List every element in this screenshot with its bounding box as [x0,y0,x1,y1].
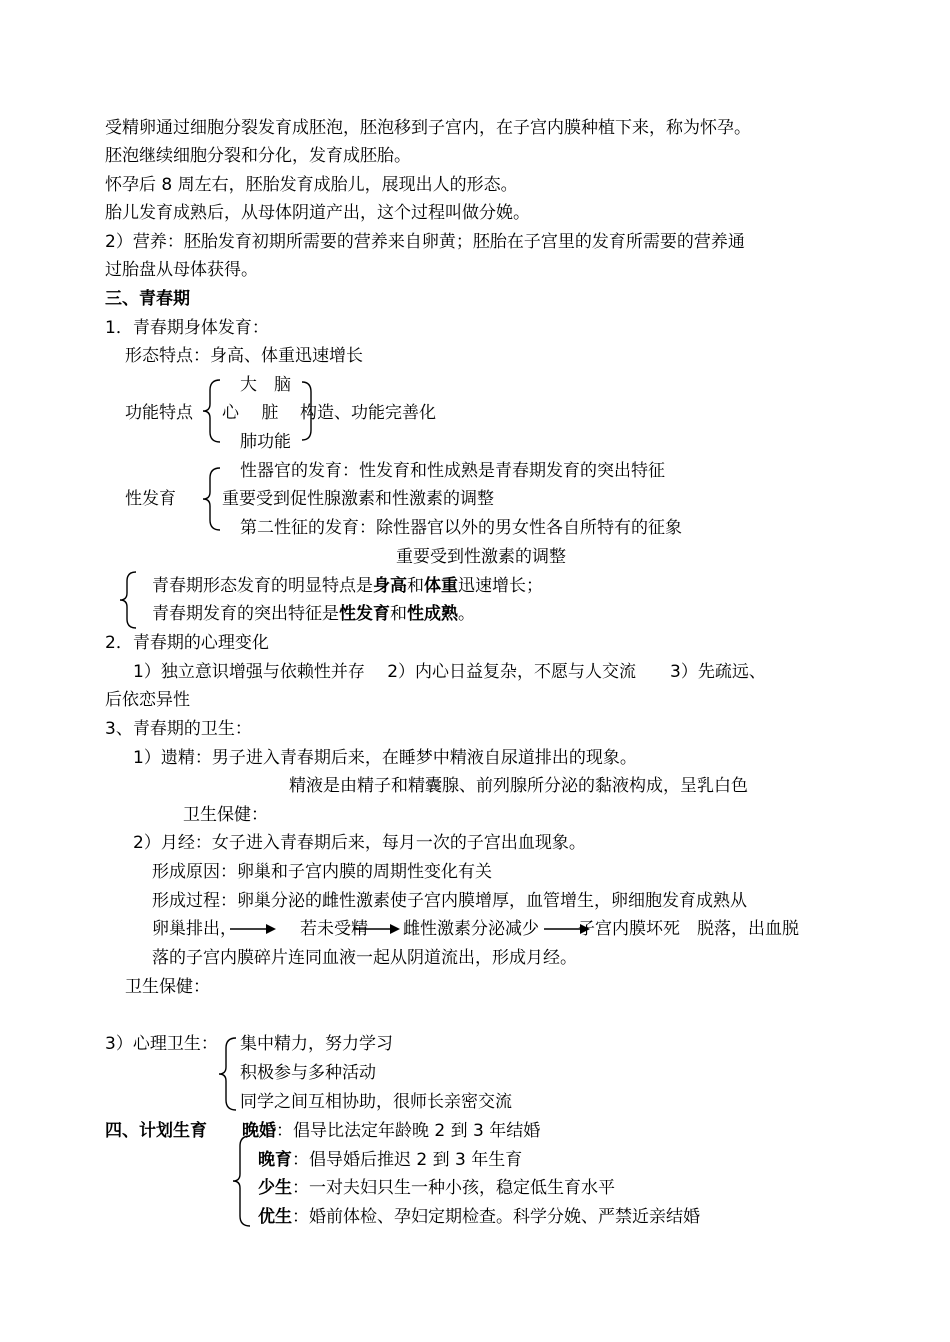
process-2-d: 子宫内膜坏死 脱落，出血脱 [578,919,799,939]
summary-2-sexmat: 性成熟 [407,604,458,624]
mental-2: 积极参与多种活动 [240,1063,376,1083]
text-menses: 2）月经：女子进入青春期后来，每月一次的子宫出血现象。 [133,833,586,853]
text-process-3: 落的子宫内膜碎片连同血液一起从阴道流出，形成月经。 [152,948,577,968]
text-line-nutrition: 2）营养：胚胎发育初期所需要的营养来自卵黄；胚胎在子宫里的发育所需要的营养通 [105,232,745,252]
fp-late-marriage [242,1121,540,1141]
summary-line-2 [152,604,475,624]
summary-2-e: 。 [458,604,475,624]
brace-icon-summary [118,570,140,630]
text-line-delivery: 胎儿发育成熟后，从母体阴道产出，这个过程叫做分娩。 [105,203,530,223]
psych-line-1: 1）独立意识增强与依赖性并存 2）内心日益复杂，不愿与人交流 3）先疏远、 [133,662,766,682]
func-lung: 肺功能 [240,432,291,452]
process-2-b: 若未受精 [300,919,368,939]
func-brain: 大 脑 [240,375,291,395]
summary-1-a: 青春期形态发育的明显特点是 [152,576,373,596]
brace-icon-sex [200,466,224,532]
summary-2-and: 和 [390,604,407,624]
text-semen: 精液是由精子和精囊腺、前列腺所分泌的黏液构成，呈乳白色 [289,776,748,796]
subsection-title-hygiene: 3、青春期的卫生： [105,719,252,739]
summary-2-a: 青春期发育的突出特征是 [152,604,339,624]
fp-few-birth [258,1178,615,1198]
sex-organ: 性器官的发育：性发育和性成熟是青春期发育的突出特征 [240,461,665,481]
text-care-2: 卫生保健： [125,977,210,997]
process-2-a: 卵巢排出， [152,919,237,939]
section-heading-family-planning: 四、计划生育 [105,1121,207,1141]
fp-few-birth-key: 少生 [258,1178,292,1198]
arrow-icon-1 [228,922,278,936]
mental-1: 集中精力，努力学习 [240,1034,393,1054]
fp-few-birth-val: ：一对夫妇只生一种小孩，稳定低生育水平 [292,1178,615,1198]
brace-icon-func-right [299,378,315,444]
text-cause: 形成原因：卵巢和子宫内膜的周期性变化有关 [152,862,492,882]
fp-late-birth-val: ：倡导婚后推迟 2 到 3 年生育 [292,1150,523,1170]
summary-1-and: 和 [407,576,424,596]
text-line-placenta: 过胎盘从母体获得。 [105,260,258,280]
fp-good-birth-key: 优生 [258,1207,292,1227]
fp-late-birth [258,1150,522,1170]
sex-label: 性发育 [125,489,176,509]
fp-late-birth-key: 晚育 [258,1150,292,1170]
sex-hormone-1: 重要受到促性腺激素和性激素的调整 [222,489,494,509]
text-morphology: 形态特点：身高、体重迅速增长 [125,346,363,366]
process-2-c: 雌性激素分泌减少 [403,919,539,939]
summary-line-1 [152,576,543,596]
fp-late-marriage-val: ：倡导比法定年龄晚 2 到 3 年结婚 [276,1121,541,1141]
mental-3: 同学之间互相协助，很师长亲密交流 [240,1092,512,1112]
psych-line-2: 后依恋异性 [105,690,190,710]
summary-1-e: 迅速增长； [458,576,543,596]
brace-icon-func-left [200,378,224,444]
summary-2-sexdev: 性发育 [339,604,390,624]
summary-1-height: 身高 [373,576,407,596]
text-line-embryo: 胚泡继续细胞分裂和分化，发育成胚胎。 [105,146,411,166]
text-emission: 1）遗精：男子进入青春期后来，在睡梦中精液自尿道排出的现象。 [133,748,637,768]
fp-late-marriage-key: 晚婚 [242,1121,276,1141]
arrow-icon-2 [352,922,402,936]
text-care-1: 卫生保健： [183,805,268,825]
fp-good-birth [258,1207,700,1227]
text-line-pregnancy: 受精卵通过细胞分裂发育成胚泡，胚泡移到子宫内，在子宫内膜种植下来，称为怀孕。 [105,118,751,138]
text-process-1: 形成过程：卵巢分泌的雌性激素使子宫内膜增厚，血管增生，卵细胞发育成熟从 [152,891,747,911]
fp-good-birth-val: ：婚前体检、孕妇定期检查。科学分娩、严禁近亲结婚 [292,1207,700,1227]
mental-label: 3）心理卫生： [105,1034,218,1054]
subsection-title-psych: 2．青春期的心理变化 [105,633,269,653]
func-label: 功能特点 [125,403,193,423]
section-heading-puberty: 三、青春期 [105,289,190,309]
text-line-fetus: 怀孕后 8 周左右，胚胎发育成胎儿，展现出人的形态。 [105,175,518,195]
subsection-title-body: 1．青春期身体发育： [105,318,269,338]
func-tail: 构造、功能完善化 [300,403,436,423]
func-heart: 心 脏 [222,403,279,423]
sex-hormone-2: 重要受到性激素的调整 [396,547,566,567]
brace-icon-mental [216,1036,240,1112]
brace-icon-family [230,1134,254,1228]
sex-second: 第二性征的发育：除性器官以外的男女性各自所特有的征象 [240,518,682,538]
summary-1-weight: 体重 [424,576,458,596]
